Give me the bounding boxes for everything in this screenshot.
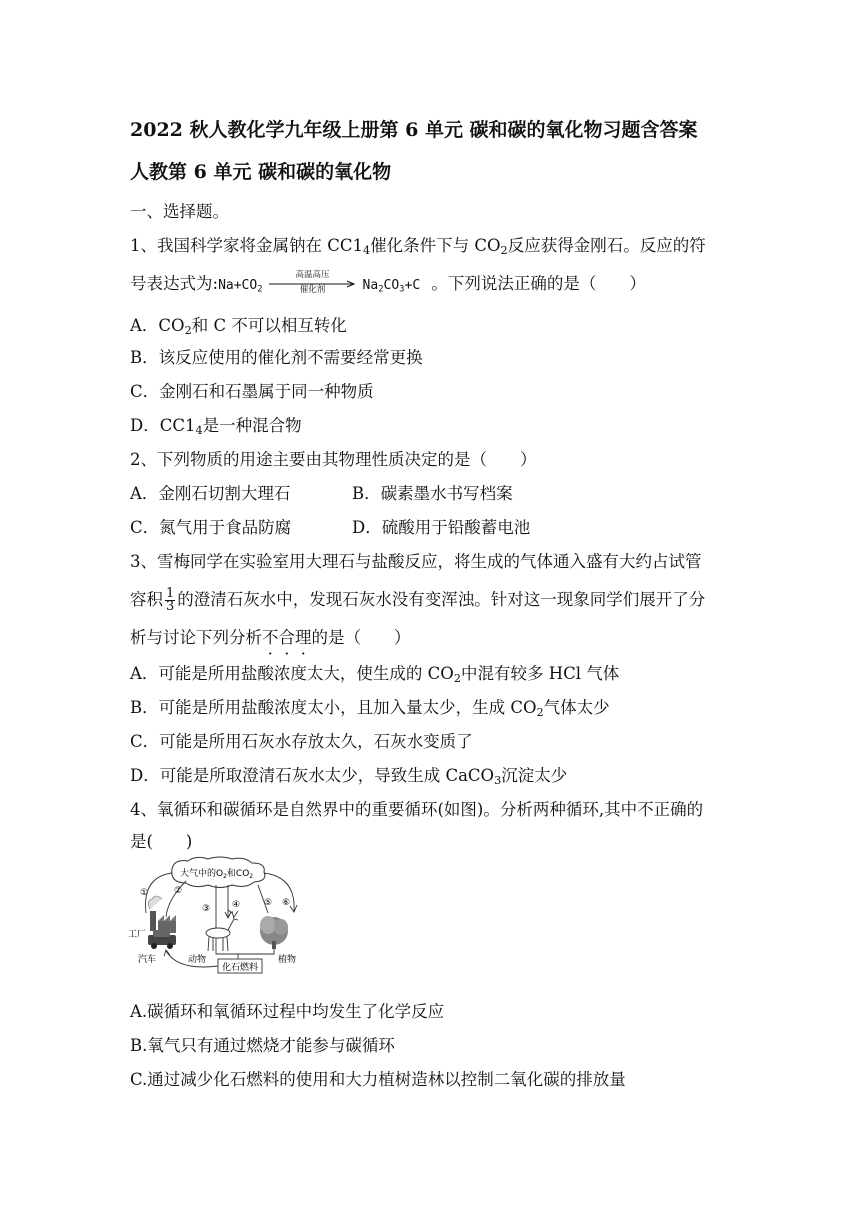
q1-option-c: C．金刚石和石墨属于同一种物质: [130, 382, 374, 401]
svg-text:汽车: 汽车: [138, 955, 157, 965]
q1-stem-line2: 号表达式为$:Na+CO_2$ 高温高压 催化剂 $Na_2CO_3+C$ 。下列说法正确的是（ ）: [130, 270, 646, 295]
equation-left: $Na+CO_2$: [218, 278, 263, 295]
q2-option-d: D．硫酸用于铅酸蓄电池: [352, 518, 531, 537]
svg-text:植物: 植物: [278, 955, 297, 965]
svg-text:工厂: 工厂: [128, 930, 147, 940]
q2-option-a: A．金刚石切割大理石: [130, 484, 291, 503]
svg-text:⑥: ⑥: [282, 898, 291, 908]
q2-option-c: C．氮气用于食品防腐: [130, 518, 292, 537]
q3-option-d: D．可能是所取澄清石灰水太少，导致生成 CaCO$_3$沉淀太少: [130, 766, 568, 788]
q2-options-row1: [130, 482, 513, 506]
svg-text:①: ①: [140, 888, 149, 898]
tree-icon: [260, 916, 288, 949]
factory-icon: [148, 896, 176, 933]
svg-text:⑤: ⑤: [264, 898, 273, 908]
q3-stem-line1: 3、雪梅同学在实验室用大理石与盐酸反应，将生成的气体通入盛有大约占试管: [130, 552, 702, 571]
q2-stem: 2、下列物质的用途主要由其物理性质决定的是（ ）: [130, 450, 537, 469]
q4-option-b: B.氧气只有通过燃烧才能参与碳循环: [130, 1036, 395, 1055]
q4-option-a: A.碳循环和氧循环过程中均发生了化学反应: [130, 1002, 445, 1021]
q4-stem-line1: 4、氧循环和碳循环是自然界中的重要循环(如图)。分析两种循环,其中不正确的: [130, 800, 704, 819]
atmosphere-cloud: [172, 857, 265, 888]
q1-option-d: D．$CC1_4$是一种混合物: [130, 416, 302, 438]
svg-text:②: ②: [174, 886, 183, 896]
q3-stem-line3: 析与讨论下列分析不合理的是（ ）: [130, 628, 411, 647]
unit-title: 人教第 6 单元 碳和碳的氧化物: [130, 161, 392, 183]
fraction-one-third: $\frac{1}{3}$: [166, 586, 175, 614]
q2-option-b: B．碳素墨水书写档案: [352, 484, 513, 503]
equation-right: $Na_2CO_3+C$: [362, 278, 421, 295]
q3-stem-line2: 容积 $\frac{1}{3}$ 的澄清石灰水中，发现石灰水没有变浑浊。针对这一现象同学们展开了分: [130, 586, 706, 614]
q1-stem-line1: 1、我国科学家将金属钠在 $CC1_4$催化条件下与 $CO_2$反应获得金刚石。反应的符: [130, 236, 706, 258]
svg-text:化石燃料: 化石燃料: [222, 963, 259, 973]
svg-text:动物: 动物: [188, 955, 207, 965]
q3-option-a: A．可能是所用盐酸浓度太大，使生成的 $CO_2$中混有较多 HCl 气体: [130, 664, 620, 686]
q1-option-a: A．$CO_2$和 C 不可以相互转化: [130, 316, 347, 338]
svg-text:④: ④: [232, 900, 241, 910]
q4-stem-line2: 是( ): [130, 832, 193, 851]
carbon-oxygen-cycle-diagram: [128, 855, 328, 975]
svg-text:③: ③: [202, 904, 211, 914]
q2-options-row2: [130, 516, 531, 540]
q1-option-b: B．该反应使用的催化剂不需要经常更换: [130, 348, 423, 367]
q3-option-b: B．可能是所用盐酸浓度太小，且加入量太少，生成 $CO_2$气体太少: [130, 698, 610, 720]
section-heading: 一、选择题。: [130, 202, 229, 221]
q3-option-c: C．可能是所用石灰水存放太久，石灰水变质了: [130, 732, 473, 751]
reaction-arrow: 高温高压 催化剂: [267, 272, 359, 296]
document-title: 2022 秋人教化学九年级上册第 6 单元 碳和碳的氧化物习题含答案: [130, 119, 698, 141]
svg-text:大气中的O2和CO2: 大气中的$O_2$和$CO_2$: [180, 869, 254, 880]
q4-option-c: C.通过减少化石燃料的使用和大力植树造林以控制二氧化碳的排放量: [130, 1070, 626, 1089]
deer-icon: [206, 910, 238, 951]
